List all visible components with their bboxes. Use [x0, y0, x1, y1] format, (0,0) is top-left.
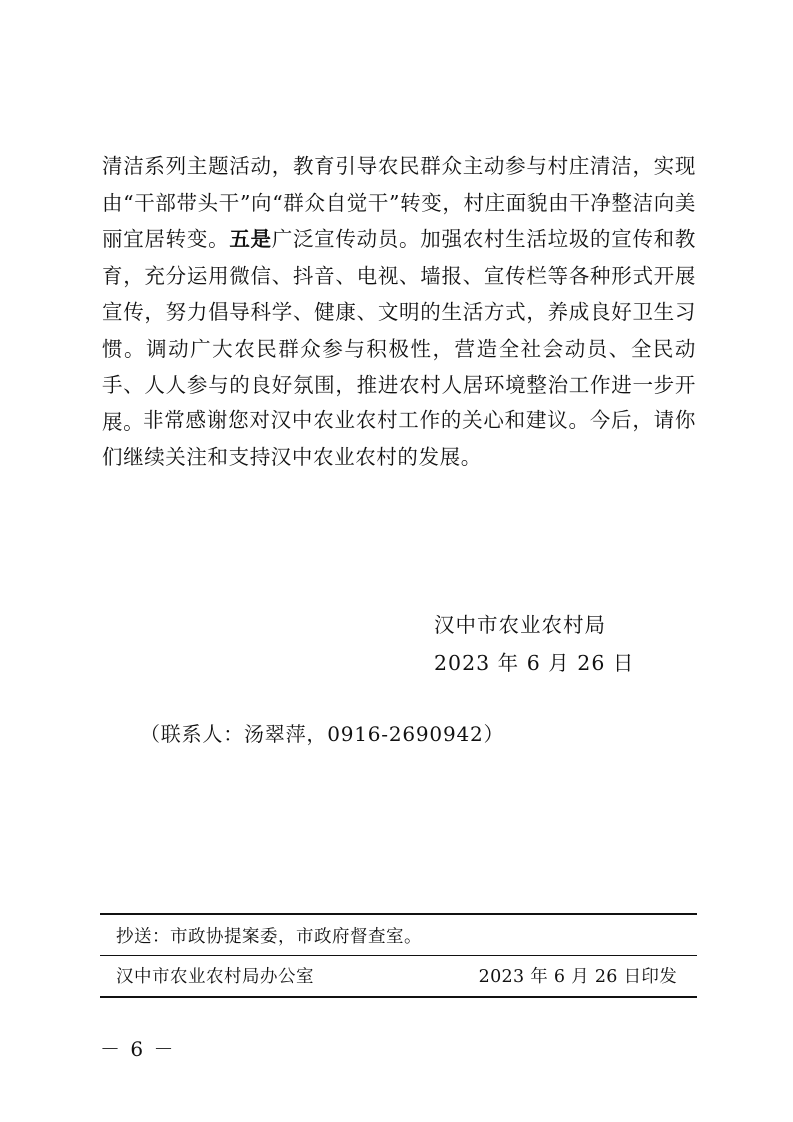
paragraph-1-emphasis: 五是 [229, 227, 272, 251]
signature-date: 2023 年 6 月 26 日 [434, 651, 635, 675]
body-paragraph-1 [102, 148, 696, 440]
body-paragraph-2 [102, 402, 696, 475]
footer-rule-middle [100, 955, 697, 956]
cc-line: 抄送：市政协提案委，市政府督查室。 [116, 927, 422, 947]
page-number: － 6 － [100, 1037, 176, 1061]
contact-line: （联系人：汤翠萍，0916-2690942） [140, 722, 505, 746]
paragraph-1-lead: 清洁系列主题活动，教育引导农民群众主动参与村庄清洁，实现由“干部带头干”向“群众自觉干”转变，村庄面貌由干净整洁向美丽宜居转变。 [102, 154, 696, 251]
paragraph-1-rest: 广泛宣传动员。加强农村生活垃圾的宣传和教育，充分运用微信、抖音、电视、墙报、宣传栏等各种形式开展宣传，努力倡导科学、健康、文明的生活方式，养成良好卫生习惯。调动广大农民群众参与积极性，营造全社会动员、全民动手、人人参与的良好氛围，推进农村人居环境整治工作进一步开展。 [102, 227, 696, 434]
footer-rule-top [100, 913, 697, 915]
paragraph-1-text [102, 148, 696, 440]
issuing-office: 汉中市农业农村局办公室 [116, 967, 314, 987]
paragraph-2-text: 非常感谢您对汉中农业农村工作的关心和建议。今后，请你们继续关注和支持汉中农业农村的发展。 [102, 408, 696, 469]
signature-organization: 汉中市农业农村局 [434, 613, 606, 637]
issue-date: 2023 年 6 月 26 日印发 [478, 967, 677, 987]
footer-rule-bottom [100, 996, 697, 998]
